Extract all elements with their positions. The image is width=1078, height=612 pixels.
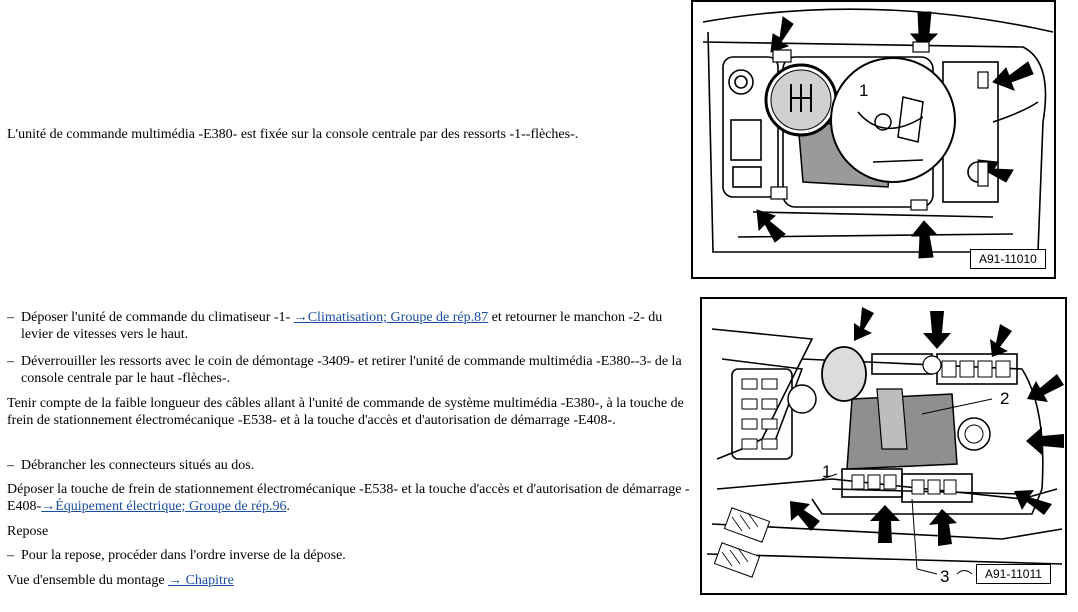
figure-console-springs-drawing — [693, 2, 1056, 279]
step-disconnect-connectors — [7, 457, 687, 474]
step1-text-before: Déposer l'unité de commande du climatiseur -1- — [21, 310, 294, 325]
step-install — [7, 547, 687, 564]
paragraph-remove-buttons — [7, 481, 690, 515]
step-remove-climate-unit — [7, 309, 682, 343]
figure2-label: A91-11011 — [976, 564, 1051, 584]
para-text-after: . — [286, 499, 291, 514]
figure2-callout-3: 3 — [940, 567, 950, 586]
list-dash: – — [7, 310, 14, 325]
link-chapitre[interactable]: → Chapitre — [168, 573, 234, 588]
link-equipement-electrique[interactable]: →Équipement électrique; Groupe de rép.96 — [41, 499, 287, 514]
list-dash: – — [7, 458, 14, 473]
figure2-callout-2: 2 — [1000, 389, 1010, 408]
step1-text-after: et retourner le manchon -2- du levier de vitesses vers le haut. — [21, 310, 663, 342]
step4-text: Pour la repose, procéder dans l'ordre inverse de la dépose. — [21, 548, 346, 563]
list-dash: – — [7, 548, 14, 563]
intro-paragraph: L'unité de commande multimédia -E380- est fixée sur la console centrale par des ressorts -1--flèches-. — [7, 127, 579, 142]
overview-line — [7, 572, 234, 589]
list-dash: – — [7, 354, 14, 369]
figure-console-springs — [691, 0, 1056, 279]
figure-center-console-drawing — [702, 299, 1067, 595]
figure-center-console — [700, 297, 1067, 595]
para-text-before: Déposer la touche de frein de stationnement électromécanique -E538- et la touche d'accès et d'autorisation de démarrage -E408- — [7, 482, 690, 514]
step-unlock-springs — [7, 353, 687, 387]
note-cable-length: Tenir compte de la faible longueur des câbles allant à l'unité de commande de système multimédia -E380-, à la touche de frein de stationnement électromécanique -E538- et à la touche d'accès et d'autorisation de démarrage -E408-. — [7, 396, 684, 428]
link-climatisation[interactable]: →Climatisation; Groupe de rép.87 — [293, 310, 489, 325]
step3-text: Débrancher les connecteurs situés au dos. — [21, 458, 255, 473]
figure1-callout-1: 1 — [859, 81, 869, 100]
figure2-callout-1: 1 — [822, 462, 832, 481]
step2-text: Déverrouiller les ressorts avec le coin de démontage -3409- et retirer l'unité de commande multimédia -E380--3- de la console centrale par le haut -flèches-. — [21, 354, 682, 386]
repose-heading: Repose — [7, 524, 49, 539]
overview-text: Vue d'ensemble du montage — [7, 573, 169, 588]
figure1-label: A91-11010 — [970, 249, 1046, 269]
